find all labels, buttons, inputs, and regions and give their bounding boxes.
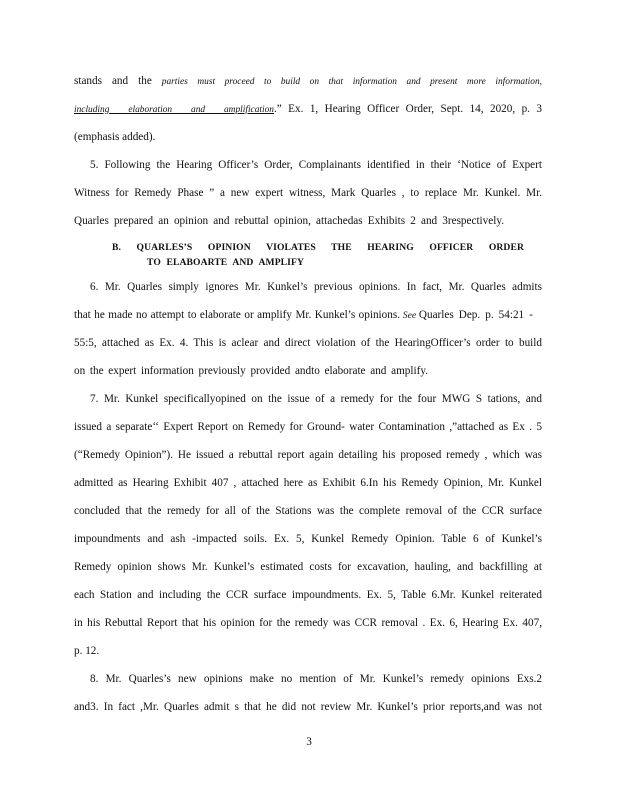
para8-line2: and3. In fact ,Mr. Quarles admit s that he did not review Mr. Kunkel’s prior reports,and was not <box>74 701 542 713</box>
para4-line2-quote: including elaboration and amplification <box>74 105 274 115</box>
para7-line7: Remedy opinion shows Mr. Kunkel’s estimated costs for excavation, hauling, and backfilling at <box>74 561 542 573</box>
para6-line2-text: that he made no attempt to elaborate or amplify Mr. Kunkel’s opinions. <box>74 309 400 321</box>
para6-line4: on the expert information previously provided andto elaborate and amplify. <box>74 365 428 377</box>
para5-line2: Witness for Remedy Phase ” a new expert witness, Mark Quarles , to replace Mr. Kunkel. Mr. <box>74 187 542 199</box>
para7-line8: each Station and including the CCR surface impoundments. Ex. 5, Table 6.Mr. Kunkel reiterated <box>74 589 542 601</box>
para4-line1 <box>74 74 542 89</box>
para4-line1-quote: parties must proceed to build on that information and present more information, <box>161 77 542 87</box>
para7-line10: p. 12. <box>74 645 100 657</box>
para6-line3: 55:5, attached as Ex. 4. This is aclear and direct violation of the HearingOfficer’s order to build <box>74 337 542 349</box>
para6-line2-citation: Quarles Dep. p. 54:21 - <box>418 309 533 321</box>
section-heading-b-line2: TO ELABOARTE AND AMPLIFY <box>147 257 304 268</box>
para6-line1: 6. Mr. Quarles simply ignores Mr. Kunkel’s previous opinions. In fact, Mr. Quarles admits <box>90 281 542 293</box>
para7-line5: concluded that the remedy for all of the Stations was the complete removal of the CCR surface <box>74 505 542 517</box>
para5-line1: 5. Following the Hearing Officer’s Order, Complainants identified in their ‘Notice of Expert <box>90 159 542 171</box>
page-number: 3 <box>306 736 312 748</box>
section-heading-b: B. QUARLES’S OPINION VIOLATES THE HEARING OFFICER ORDER <box>112 242 524 253</box>
para6-see-signal: See <box>402 310 417 321</box>
para7-line6: impoundments and ash -impacted soils. Ex. 5, Kunkel Remedy Opinion. Table 6 of Kunkel’s <box>74 533 542 545</box>
para7-line9: in his Rebuttal Report that his opinion for the remedy was CCR removal . Ex. 6, Hearing Ex. 407, <box>74 617 542 629</box>
para7-line2: issued a separate‘‘ Expert Report on Remedy for Ground- water Contamination ,”attached as Ex . 5 <box>74 421 542 433</box>
para4-line2-citation: .” Ex. 1, Hearing Officer Order, Sept. 14, 2020, p. 3 <box>274 103 542 115</box>
para7-line4: admitted as Hearing Exhibit 407 , attached here as Exhibit 6.In his Remedy Opinion, Mr. Kunkel <box>74 477 542 489</box>
para4-line1-text: stands and the <box>74 75 162 87</box>
para6-line2 <box>74 308 542 323</box>
para8-line1: 8. Mr. Quarles’s new opinions make no mention of Mr. Kunkel’s remedy opinions Exs.2 <box>90 673 542 685</box>
para7-line3: (“Remedy Opinion”). He issued a rebuttal report again detailing his proposed remedy , which was <box>74 449 542 461</box>
para4-line2 <box>74 102 542 117</box>
para4-line3: (emphasis added). <box>74 131 156 143</box>
para5-line3: Quarles prepared an opinion and rebuttal opinion, attachedas Exhibits 2 and 3respectively. <box>74 215 504 227</box>
para7-line1: 7. Mr. Kunkel specificallyopined on the issue of a remedy for the four MWG S tations, and <box>90 393 542 405</box>
